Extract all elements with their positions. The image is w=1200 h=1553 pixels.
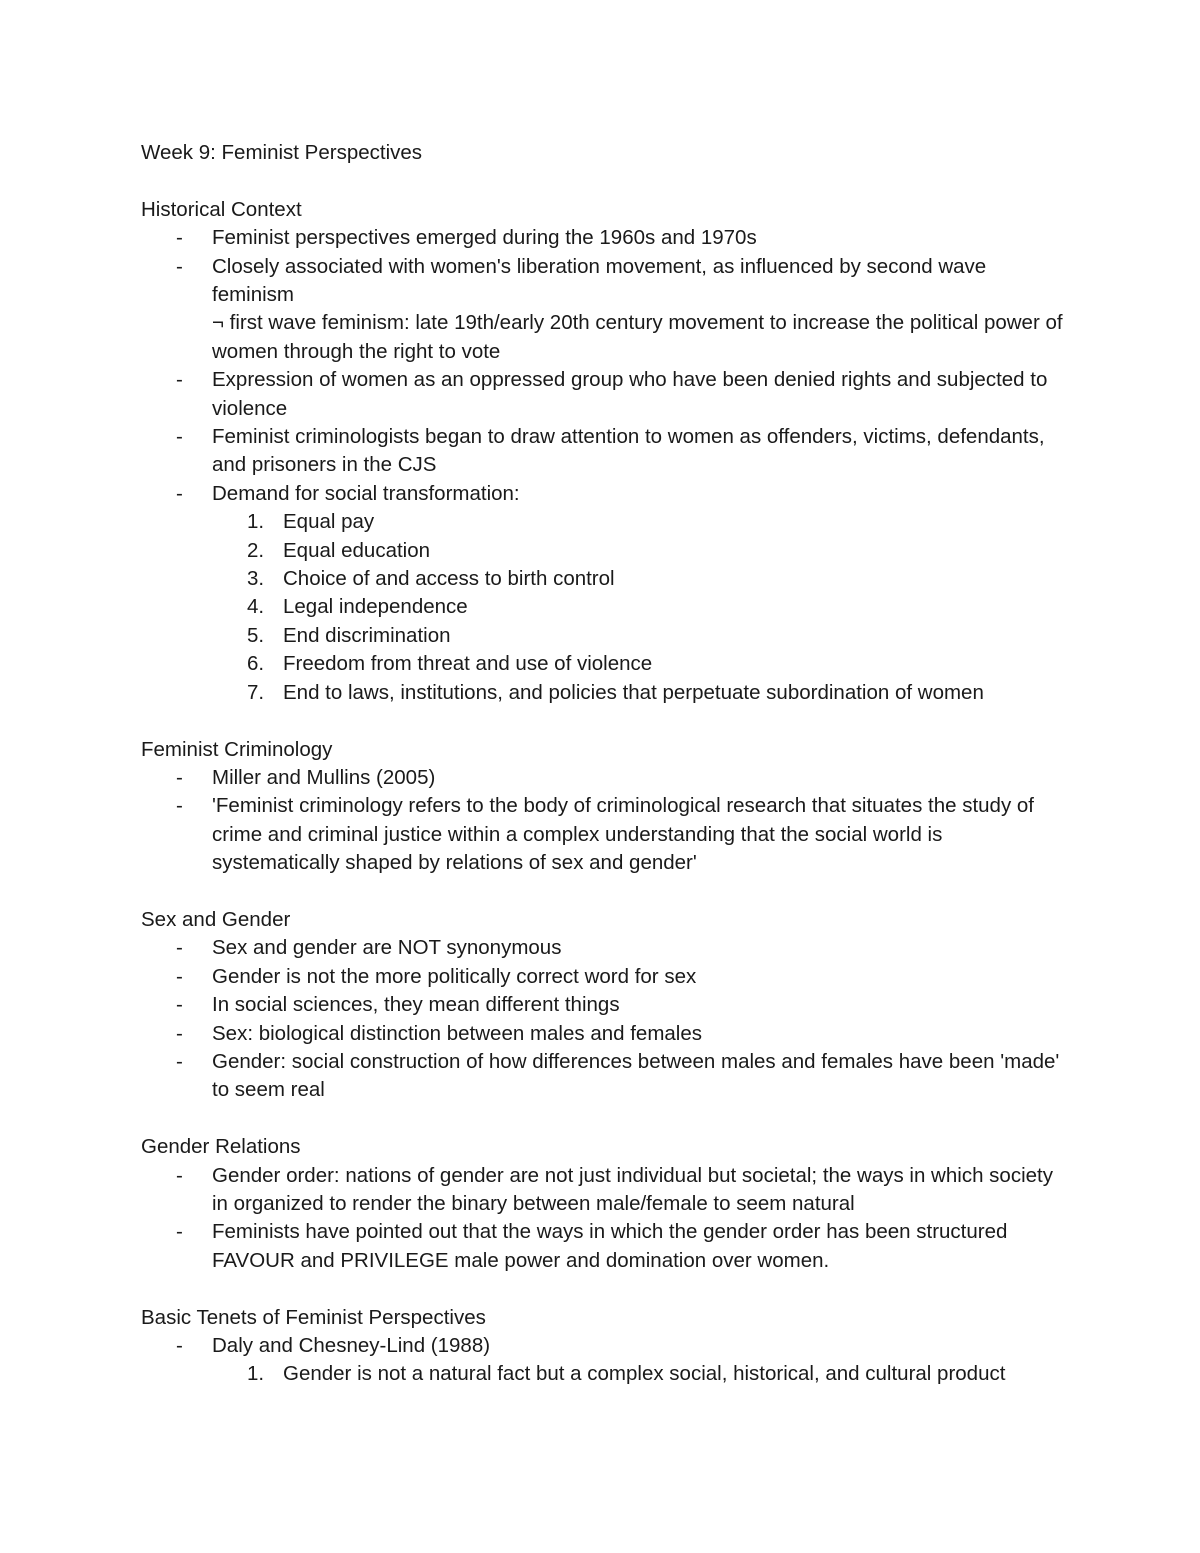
bullet-item: - Sex: biological distinction between males and females — [212, 1020, 1071, 1048]
bullet-note: ¬ first wave feminism: late 19th/early 20th century movement to increase the political power of women through the right to vote — [212, 311, 1063, 363]
bullet-list — [141, 224, 1071, 707]
bullet-item: - Sex and gender are NOT synonymous — [212, 934, 1071, 962]
numbered-text: Gender is not a natural fact but a complex social, historical, and cultural product — [283, 1362, 1006, 1386]
number-marker: 4. — [247, 595, 265, 619]
section-heading: Feminist Criminology — [141, 737, 333, 761]
bullet-item: - Expression of women as an oppressed group who have been denied rights and subjected to violence — [212, 366, 1071, 423]
section-basic-tenets — [141, 1304, 1071, 1389]
bullet-text: - Closely associated with women's liberation movement, as influenced by second wave feminism — [212, 254, 987, 307]
bullet-item: - Feminist perspectives emerged during the 1960s and 1970s — [212, 224, 1071, 252]
numbered-text: Equal pay — [283, 510, 375, 534]
numbered-text: Legal independence — [283, 595, 468, 619]
numbered-text: End discrimination — [283, 623, 451, 647]
bullet-item: - 'Feminist criminology refers to the body of criminological research that situates the study of crime and criminal justice within a complex understanding that the social world is systematically shaped by relations of sex and gender' — [212, 792, 1071, 877]
bullet-item: - Gender is not the more politically correct word for sex — [212, 963, 1071, 991]
bullet-item: - Miller and Mullins (2005) — [212, 764, 1071, 792]
number-marker: 6. — [247, 652, 265, 676]
section-heading: Historical Context — [141, 197, 302, 221]
number-marker: 1. — [247, 1362, 265, 1386]
blank-line — [141, 1105, 1071, 1133]
section-gender-relations — [141, 1133, 1071, 1275]
numbered-text: Freedom from threat and use of violence — [283, 652, 653, 676]
numbered-text: Choice of and access to birth control — [283, 567, 615, 591]
bullet-item: - Gender: social construction of how differences between males and females have been 'made' to seem real — [212, 1048, 1071, 1105]
number-marker: 1. — [247, 510, 265, 534]
bullet-text: Daly and Chesney-Lind (1988) — [212, 1333, 491, 1357]
numbered-item — [247, 593, 1071, 621]
number-marker: 5. — [247, 623, 265, 647]
blank-line — [141, 167, 1071, 195]
numbered-item — [247, 565, 1071, 593]
section-feminist-criminology — [141, 736, 1071, 878]
number-marker: 7. — [247, 680, 265, 704]
numbered-item — [247, 1360, 1071, 1388]
numbered-text: End to laws, institutions, and policies that perpetuate subordination of women — [283, 680, 984, 704]
document-page — [141, 139, 1071, 1389]
section-heading: Gender Relations — [141, 1135, 301, 1159]
document-title: Week 9: Feminist Perspectives — [141, 141, 423, 164]
number-marker: 2. — [247, 538, 265, 562]
numbered-item — [247, 679, 1071, 707]
blank-line — [141, 1275, 1071, 1303]
bullet-item — [212, 1332, 1071, 1389]
section-sex-and-gender — [141, 906, 1071, 1105]
bullet-list — [141, 764, 1071, 878]
bullet-item — [212, 480, 1071, 707]
bullet-item — [212, 253, 1071, 367]
bullet-text: Demand for social transformation: — [212, 481, 520, 505]
blank-line — [141, 878, 1071, 906]
bullet-item: - In social sciences, they mean different things — [212, 991, 1071, 1019]
numbered-item — [247, 508, 1071, 536]
blank-line — [141, 707, 1071, 735]
number-marker: 3. — [247, 567, 265, 591]
numbered-text: Equal education — [283, 538, 431, 562]
section-heading: Basic Tenets of Feminist Perspectives — [141, 1305, 486, 1329]
bullet-item: - Gender order: nations of gender are not just individual but societal; the ways in which society in organized to render the binary between male/female to seem natural — [212, 1162, 1071, 1219]
bullet-item: - Feminists have pointed out that the ways in which the gender order has been structured FAVOUR and PRIVILEGE male power and domination over women. — [212, 1218, 1071, 1275]
bullet-list — [141, 1162, 1071, 1276]
numbered-list — [212, 1360, 1071, 1388]
numbered-list — [212, 508, 1071, 707]
numbered-item — [247, 622, 1071, 650]
section-historical-context — [141, 196, 1071, 707]
bullet-list — [141, 1332, 1071, 1389]
bullet-item: - Feminist criminologists began to draw attention to women as offenders, victims, defendants, and prisoners in the CJS — [212, 423, 1071, 480]
numbered-item — [247, 537, 1071, 565]
bullet-list — [141, 934, 1071, 1104]
numbered-item — [247, 650, 1071, 678]
section-heading: Sex and Gender — [141, 907, 291, 931]
